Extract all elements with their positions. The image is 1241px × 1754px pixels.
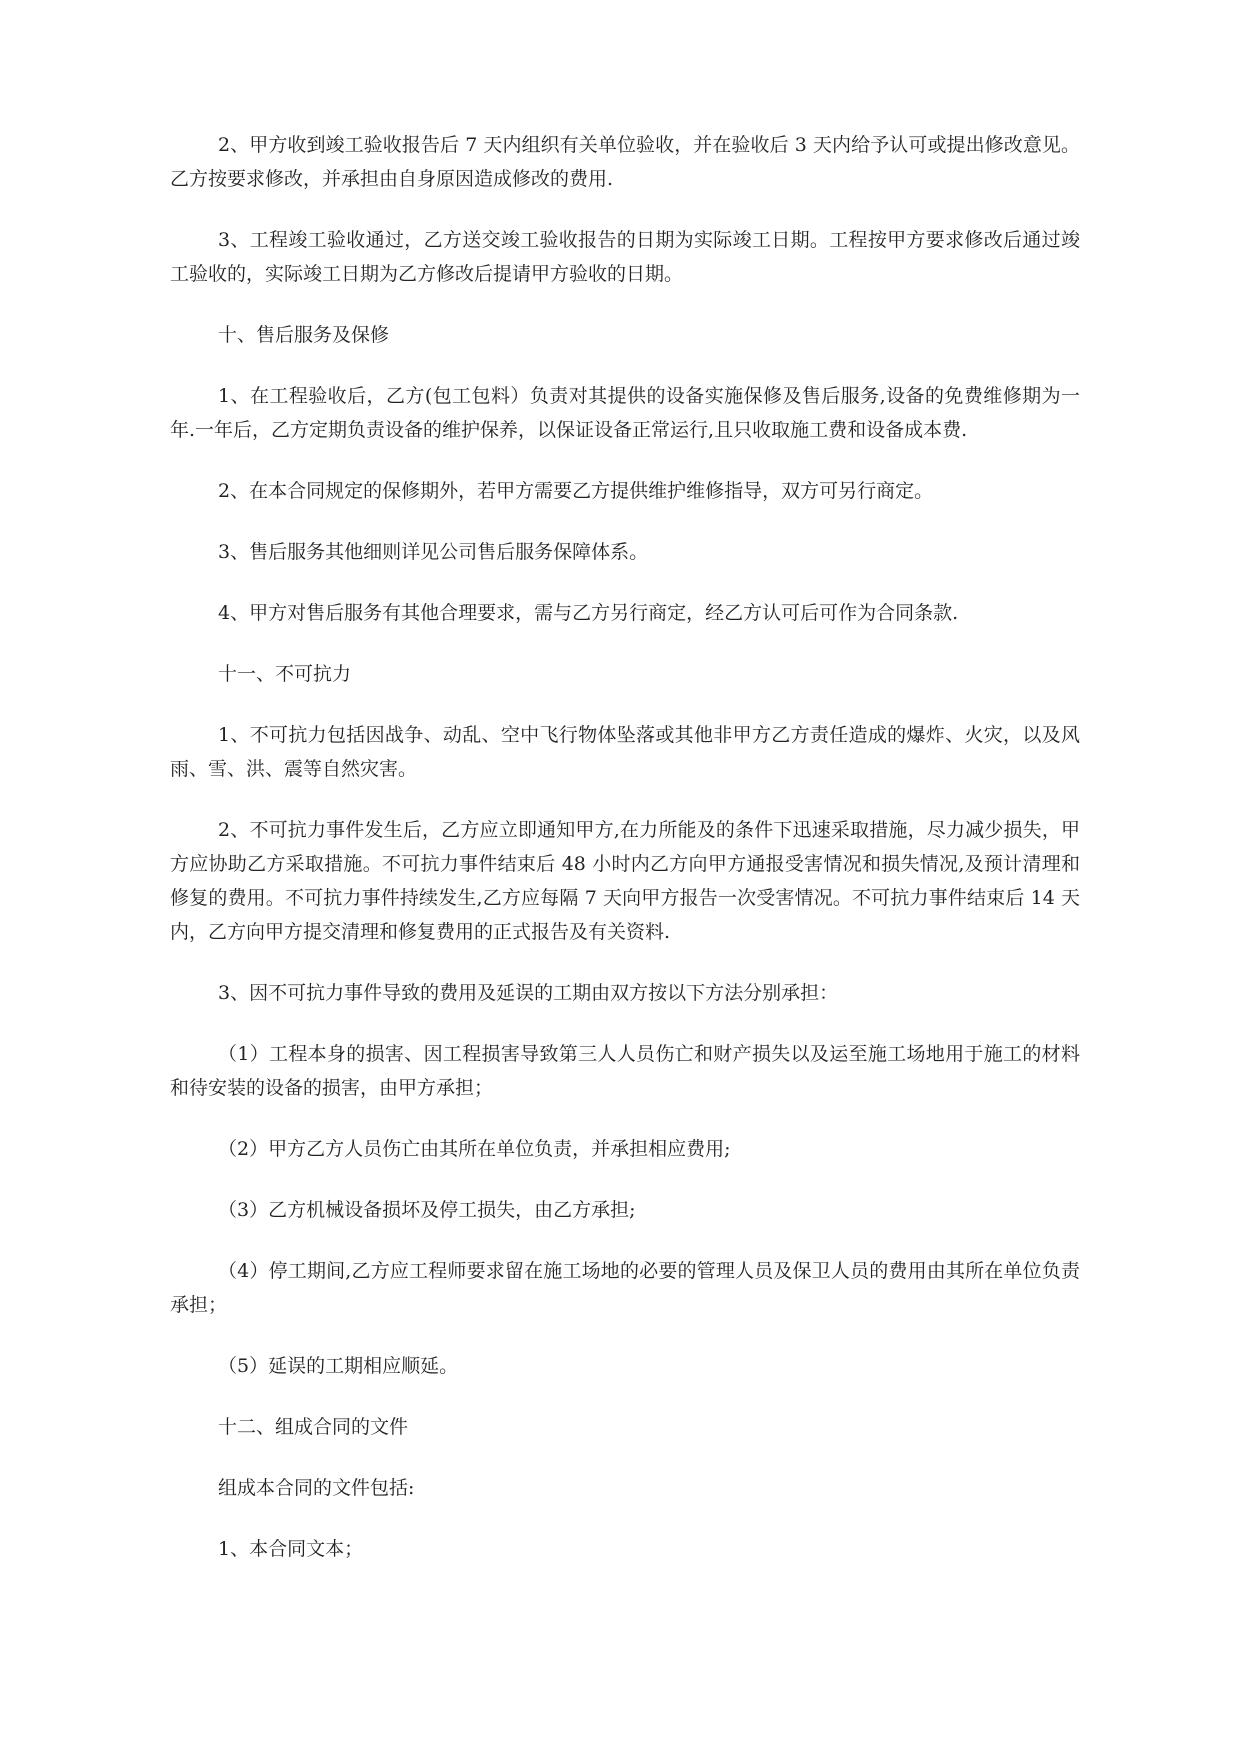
contract-documents-item-1: 1、本合同文本； <box>218 1538 364 1560</box>
clause-after-sales-2: 2、在本合同规定的保修期外，若甲方需要乙方提供维护维修指导，双方可另行商定。 <box>218 480 934 502</box>
clause-after-sales-4: 4、甲方对售后服务有其他合理要求，需与乙方另行商定，经乙方认可后可作为合同条款. <box>218 602 959 624</box>
sub-clause-1: （1）工程本身的损害、因工程损害导致第三人人员伤亡和财产损失以及运至施工场地用于施工的材料和待安装的设备的损害，由甲方承担； <box>170 1043 1080 1099</box>
sub-clause-2: （2）甲方乙方人员伤亡由其所在单位负责，并承担相应费用; <box>218 1138 731 1160</box>
section-heading-after-sales: 十、售后服务及保修 <box>218 324 390 346</box>
clause-after-sales-3: 3、售后服务其他细则详见公司售后服务保障体系。 <box>218 541 649 563</box>
sub-clause-5: （5）延误的工期相应顺延。 <box>218 1355 459 1377</box>
clause-force-majeure-1: 1、不可抗力包括因战争、动乱、空中飞行物体坠落或其他非甲方乙方责任造成的爆炸、火灾，以及风雨、雪、洪、震等自然灾害。 <box>170 724 1080 780</box>
sub-clause-3: （3）乙方机械设备损坏及停工损失，由乙方承担; <box>218 1199 636 1221</box>
clause-after-sales-1: 1、在工程验收后，乙方(包工包料）负责对其提供的设备实施保修及售后服务,设备的免费维修期为一年.一年后，乙方定期负责设备的维护保养，以保证设备正常运行,且只收取施工费和设备成本费. <box>170 385 1080 441</box>
sub-clause-4: （4）停工期间,乙方应工程师要求留在施工场地的必要的管理人员及保卫人员的费用由其所在单位负责承担； <box>170 1260 1080 1316</box>
clause-force-majeure-2: 2、不可抗力事件发生后，乙方应立即通知甲方,在力所能及的条件下迅速采取措施，尽力减少损失，甲方应协助乙方采取措施。不可抗力事件结束后 48 小时内乙方向甲方通报受害情况和损失情况,及预计清理和修复的费用。不可抗力事件持续发生,乙方应每隔 7 天向甲方报告一次受害情况。不可抗力事件结束后 14 天内，乙方向甲方提交清理和修复费用的正式报告及有关资料. <box>170 819 1080 943</box>
contract-documents-intro: 组成本合同的文件包括: <box>218 1477 415 1499</box>
clause-acceptance-3: 3、工程竣工验收通过，乙方送交竣工验收报告的日期为实际竣工日期。工程按甲方要求修改后通过竣工验收的，实际竣工日期为乙方修改后提请甲方验收的日期。 <box>170 229 1080 285</box>
section-heading-contract-documents: 十二、组成合同的文件 <box>218 1416 409 1438</box>
clause-acceptance-2: 2、甲方收到竣工验收报告后 7 天内组织有关单位验收，并在验收后 3 天内给予认可或提出修改意见。乙方按要求修改，并承担由自身原因造成修改的费用. <box>170 134 1080 190</box>
clause-force-majeure-3: 3、因不可抗力事件导致的费用及延误的工期由双方按以下方法分别承担： <box>218 982 839 1004</box>
document-page <box>170 128 1080 1593</box>
section-heading-force-majeure: 十一、不可抗力 <box>218 663 352 685</box>
